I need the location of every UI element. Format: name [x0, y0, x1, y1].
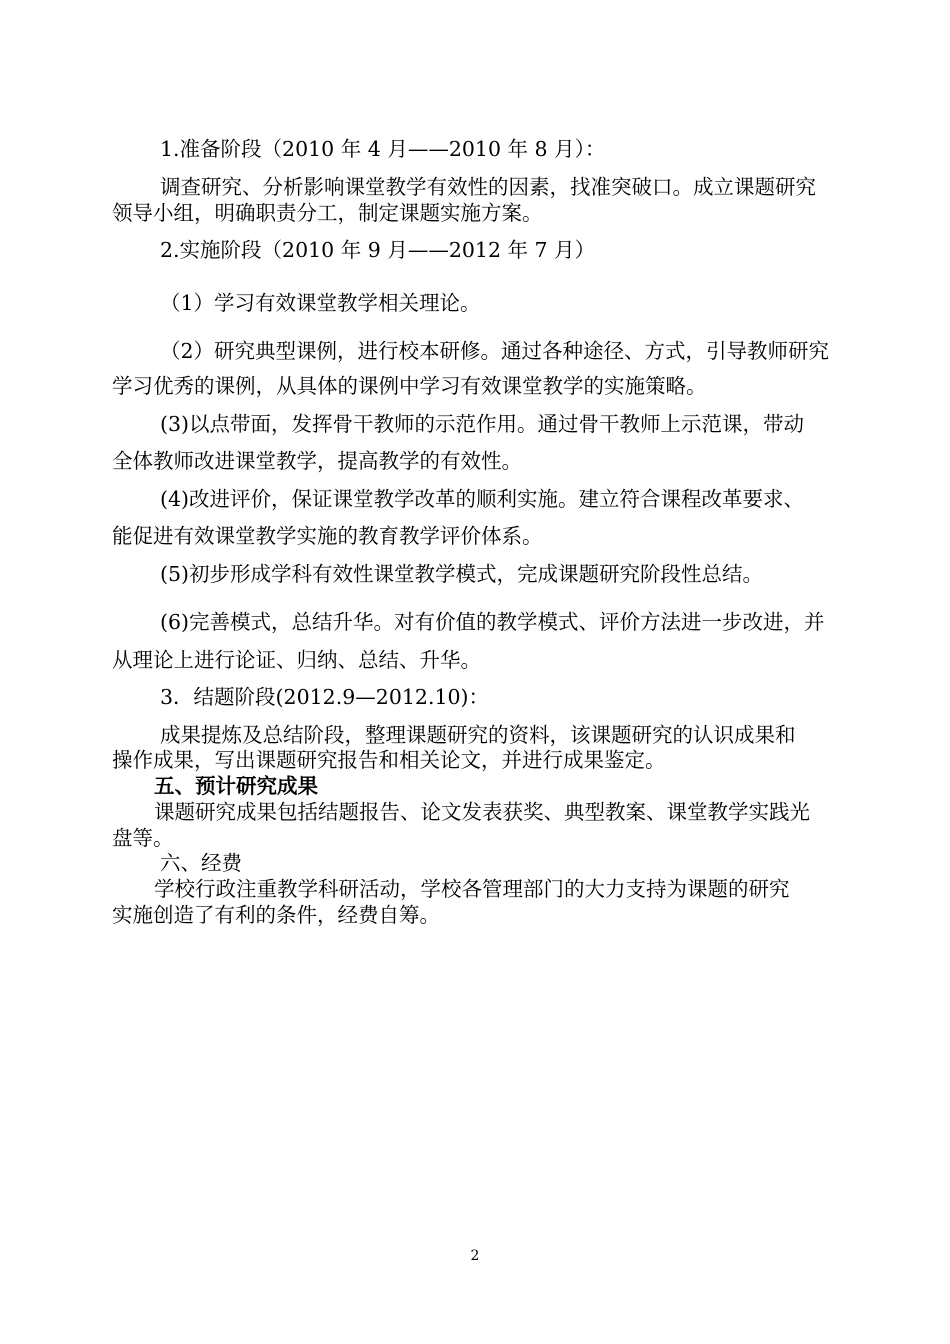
paragraph-line: 操作成果，写出课题研究报告和相关论文，并进行成果鉴定。 [112, 748, 666, 772]
paragraph-line: 课题研究成果包括结题报告、论文发表获奖、典型教案、课堂教学实践光 [154, 800, 810, 824]
paragraph-line: 从理论上进行论证、归纳、总结、升华。 [112, 648, 481, 672]
stage-2-heading: 2.实施阶段（2010 年 9 月——2012 年 7 月） [160, 238, 596, 262]
stage-1-heading: 1.准备阶段（2010 年 4 月——2010 年 8 月）： [160, 137, 606, 161]
section-six-heading: 六、经费 [160, 851, 242, 875]
paragraph-line: 盘等。 [112, 826, 174, 850]
stage-3-heading: 3．结题阶段(2012.9—2012.10)： [160, 685, 490, 709]
paragraph-line: 能促进有效课堂教学实施的教育教学评价体系。 [112, 524, 543, 548]
paragraph-line: 全体教师改进课堂教学，提高教学的有效性。 [112, 449, 522, 473]
paragraph-line: 学习优秀的课例，从具体的课例中学习有效课堂教学的实施策略。 [112, 374, 707, 398]
list-item: (4)改进评价，保证课堂教学改革的顺利实施。建立符合课程改革要求、 [160, 487, 805, 511]
paragraph-line: 学校行政注重教学科研活动，学校各管理部门的大力支持为课题的研究 [154, 877, 790, 901]
section-five-heading: 五、预计研究成果 [154, 774, 318, 798]
paragraph-line: 实施创造了有利的条件，经费自筹。 [112, 903, 440, 927]
list-item: （2）研究典型课例，进行校本研修。通过各种途径、方式，引导教师研究 [160, 339, 830, 363]
list-item: (5)初步形成学科有效性课堂教学模式，完成课题研究阶段性总结。 [160, 562, 764, 586]
page-number: 2 [470, 1248, 480, 1264]
paragraph-line: 调查研究、分析影响课堂教学有效性的因素，找准突破口。成立课题研究 [160, 175, 816, 199]
list-item: （1）学习有效课堂教学相关理论。 [160, 291, 481, 315]
list-item: (6)完善模式，总结升华。对有价值的教学模式、评价方法进一步改进，并 [160, 610, 825, 634]
list-item: (3)以点带面，发挥骨干教师的示范作用。通过骨干教师上示范课，带动 [160, 412, 805, 436]
paragraph-line: 领导小组，明确职责分工，制定课题实施方案。 [112, 201, 543, 225]
paragraph-line: 成果提炼及总结阶段，整理课题研究的资料，该课题研究的认识成果和 [160, 723, 796, 747]
